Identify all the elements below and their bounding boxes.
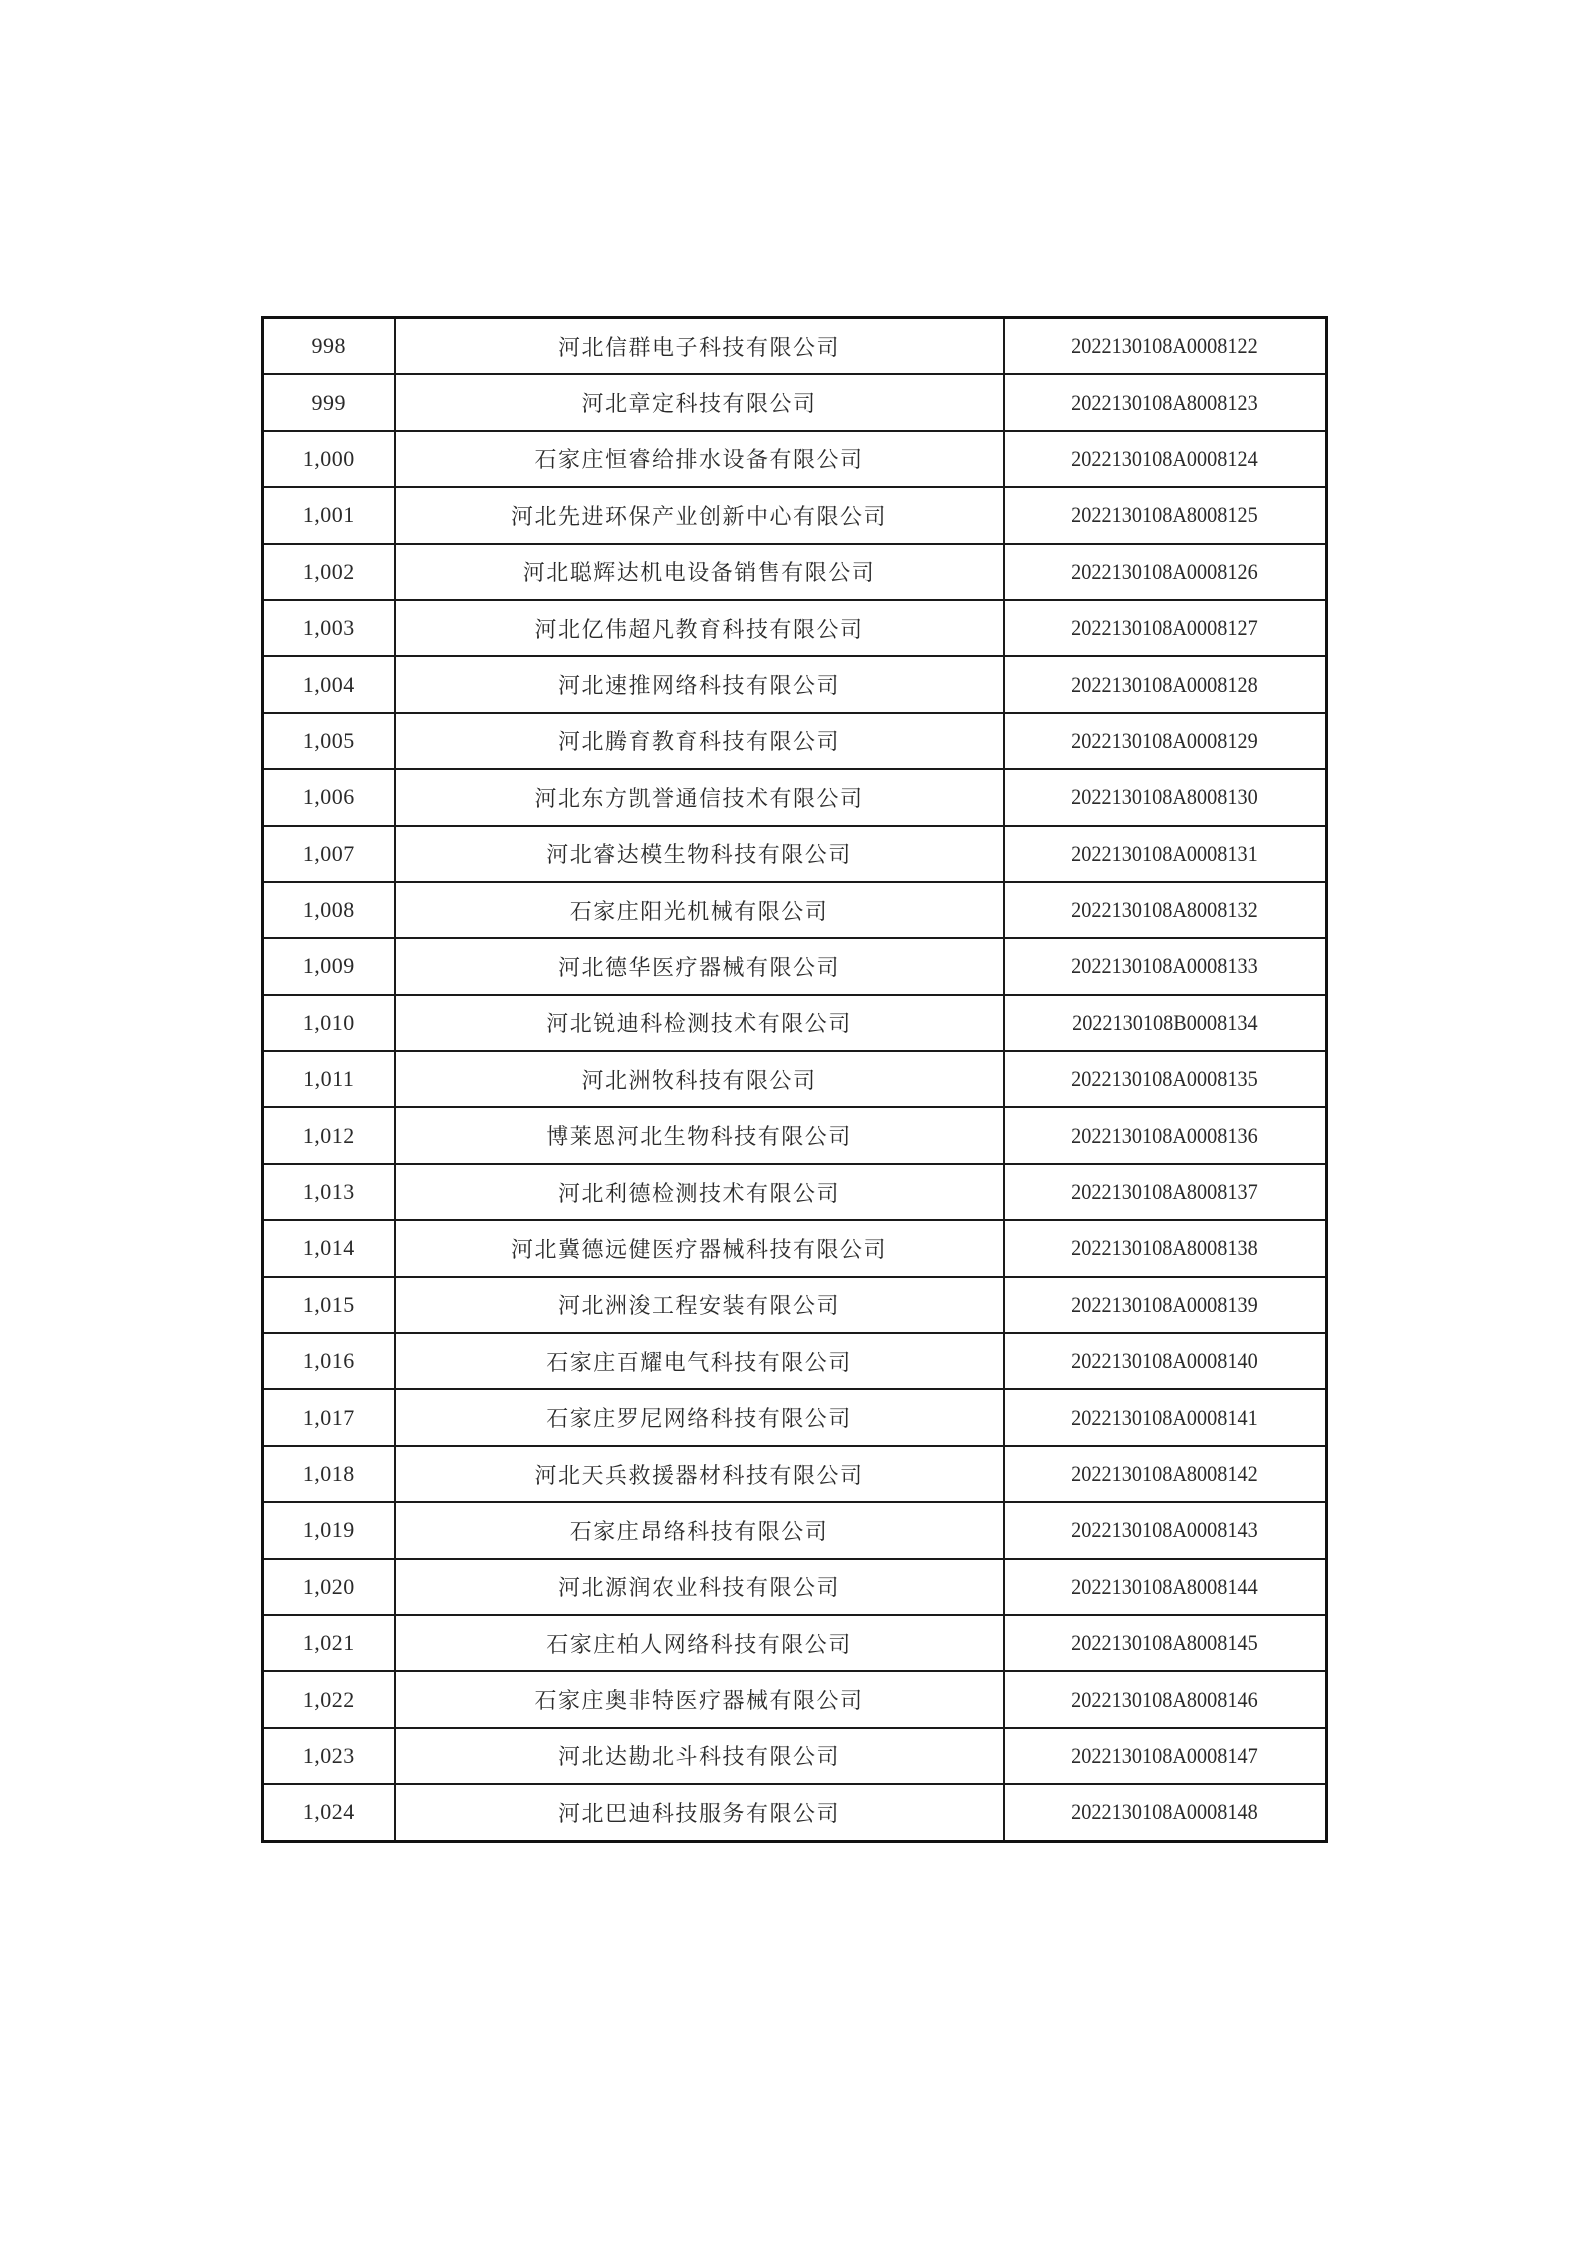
table-row [263,600,1327,656]
company-name-cell: 博莱恩河北生物科技有限公司 [395,1107,1004,1163]
company-name-cell: 河北先进环保产业创新中心有限公司 [395,487,1004,543]
company-name-cell: 石家庄阳光机械有限公司 [395,882,1004,938]
registration-code-cell [1004,1784,1327,1841]
row-number-cell: 1,021 [263,1615,395,1671]
registration-code-cell [1004,1615,1327,1671]
registration-code-cell [1004,1164,1327,1220]
registration-code-text: 2022130108A0008127 [1071,615,1259,641]
company-name-cell: 河北洲牧科技有限公司 [395,1051,1004,1107]
row-number-cell: 1,019 [263,1502,395,1558]
company-registry-table [261,316,1328,1843]
row-number-cell: 1,013 [263,1164,395,1220]
registration-code-cell [1004,1446,1327,1502]
row-number-cell: 1,017 [263,1389,395,1445]
row-number-cell: 1,015 [263,1277,395,1333]
company-name-cell: 河北巴迪科技服务有限公司 [395,1784,1004,1841]
registration-code-text: 2022130108A8008146 [1071,1686,1259,1712]
company-name-cell: 河北速推网络科技有限公司 [395,656,1004,712]
company-name-cell: 河北睿达模生物科技有限公司 [395,826,1004,882]
registration-code-cell [1004,1277,1327,1333]
registration-code-text: 2022130108A0008128 [1071,671,1259,697]
row-number-cell: 1,020 [263,1559,395,1615]
registration-code-cell [1004,318,1327,375]
registration-code-text: 2022130108A0008122 [1071,333,1259,359]
table-row [263,487,1327,543]
company-name-cell: 河北源润农业科技有限公司 [395,1559,1004,1615]
registration-code-text: 2022130108A8008123 [1071,389,1259,415]
company-name-cell: 河北信群电子科技有限公司 [395,318,1004,375]
registration-code-text: 2022130108A8008142 [1071,1461,1259,1486]
row-number-cell: 1,004 [263,656,395,712]
registration-code-cell [1004,769,1327,825]
row-number-cell: 1,007 [263,826,395,882]
table-row [263,431,1327,487]
table-row [263,938,1327,994]
row-number-cell: 1,001 [263,487,395,543]
registration-code-text: 2022130108A0008143 [1071,1517,1259,1543]
table-row [263,1051,1327,1107]
registration-code-text: 2022130108A0008135 [1071,1066,1259,1092]
registration-code-cell [1004,882,1327,938]
table-row [263,1107,1327,1163]
row-number-cell: 1,002 [263,544,395,600]
registration-code-text: 2022130108A0008147 [1071,1742,1259,1768]
company-name-cell: 石家庄奥非特医疗器械有限公司 [395,1671,1004,1727]
table-row [263,1728,1327,1784]
company-name-cell: 河北锐迪科检测技术有限公司 [395,995,1004,1051]
table-body [263,318,1327,1842]
table-row [263,1615,1327,1671]
registration-code-text: 2022130108A8008144 [1071,1573,1259,1599]
table-row [263,1389,1327,1445]
table-row [263,1502,1327,1558]
registration-code-cell [1004,826,1327,882]
company-name-cell: 河北章定科技有限公司 [395,374,1004,430]
registration-code-cell [1004,1502,1327,1558]
row-number-cell: 1,011 [263,1051,395,1107]
table-row [263,1277,1327,1333]
table-row [263,374,1327,430]
table-row [263,826,1327,882]
registration-code-text: 2022130108A8008137 [1071,1179,1259,1205]
registration-code-cell [1004,1671,1327,1727]
company-name-cell: 河北德华医疗器械有限公司 [395,938,1004,994]
registration-code-cell [1004,713,1327,769]
table-row [263,769,1327,825]
row-number-cell: 1,022 [263,1671,395,1727]
company-name-cell: 石家庄昂络科技有限公司 [395,1502,1004,1558]
registration-code-cell [1004,1389,1327,1445]
registration-code-text: 2022130108A0008124 [1071,445,1259,471]
table-row [263,882,1327,938]
registration-code-cell [1004,1728,1327,1784]
registration-code-text: 2022130108B0008134 [1071,1009,1258,1035]
registration-code-text: 2022130108A8008125 [1071,502,1259,528]
company-name-cell: 河北东方凯誉通信技术有限公司 [395,769,1004,825]
row-number-cell: 998 [263,318,395,375]
company-name-cell: 河北达勘北斗科技有限公司 [395,1728,1004,1784]
row-number-cell: 1,003 [263,600,395,656]
registration-code-text: 2022130108A0008126 [1071,558,1259,584]
row-number-cell: 1,016 [263,1333,395,1389]
registration-code-text: 2022130108A0008131 [1071,840,1259,866]
registration-code-cell [1004,656,1327,712]
registration-code-text: 2022130108A0008140 [1071,1348,1259,1374]
company-name-cell: 河北天兵救援器材科技有限公司 [395,1446,1004,1502]
row-number-cell: 1,006 [263,769,395,825]
registration-code-text: 2022130108A0008141 [1071,1404,1259,1430]
registration-code-cell [1004,1107,1327,1163]
registration-code-cell [1004,431,1327,487]
table-row [263,713,1327,769]
registration-code-text: 2022130108A0008129 [1071,727,1259,753]
company-name-cell: 河北亿伟超凡教育科技有限公司 [395,600,1004,656]
row-number-cell: 1,024 [263,1784,395,1841]
row-number-cell: 1,010 [263,995,395,1051]
table-row [263,1559,1327,1615]
registration-code-cell [1004,1333,1327,1389]
company-name-cell: 河北冀德远健医疗器械科技有限公司 [395,1220,1004,1276]
row-number-cell: 1,014 [263,1220,395,1276]
company-name-cell: 河北利德检测技术有限公司 [395,1164,1004,1220]
table-row [263,1446,1327,1502]
table-row [263,318,1327,375]
registration-code-cell [1004,600,1327,656]
row-number-cell: 1,000 [263,431,395,487]
table-row [263,1164,1327,1220]
registration-code-text: 2022130108A8008130 [1071,784,1259,810]
company-name-cell: 河北聪辉达机电设备销售有限公司 [395,544,1004,600]
registration-code-cell [1004,1051,1327,1107]
table-row [263,1333,1327,1389]
row-number-cell: 1,023 [263,1728,395,1784]
company-name-cell: 河北腾育教育科技有限公司 [395,713,1004,769]
table-row [263,1784,1327,1841]
registration-code-cell [1004,1559,1327,1615]
company-name-cell: 石家庄罗尼网络科技有限公司 [395,1389,1004,1445]
registration-code-cell [1004,938,1327,994]
table-row [263,1671,1327,1727]
registration-code-text: 2022130108A8008145 [1071,1630,1259,1656]
registration-code-cell [1004,1220,1327,1276]
table-row [263,656,1327,712]
row-number-cell: 1,012 [263,1107,395,1163]
registration-code-cell [1004,487,1327,543]
registration-code-cell [1004,374,1327,430]
registration-code-text: 2022130108A8008138 [1071,1235,1259,1261]
company-name-cell: 石家庄柏人网络科技有限公司 [395,1615,1004,1671]
registration-code-text: 2022130108A0008139 [1071,1291,1259,1317]
row-number-cell: 1,009 [263,938,395,994]
registration-code-text: 2022130108A0008133 [1071,953,1259,979]
registration-code-cell [1004,544,1327,600]
table-row [263,1220,1327,1276]
table-row [263,995,1327,1051]
row-number-cell: 1,008 [263,882,395,938]
row-number-cell: 1,005 [263,713,395,769]
row-number-cell: 1,018 [263,1446,395,1502]
company-name-cell: 石家庄百耀电气科技有限公司 [395,1333,1004,1389]
table-row [263,544,1327,600]
company-name-cell: 石家庄恒睿给排水设备有限公司 [395,431,1004,487]
registration-code-cell [1004,995,1327,1051]
registration-code-text: 2022130108A8008132 [1071,897,1259,923]
company-name-cell: 河北洲浚工程安装有限公司 [395,1277,1004,1333]
registration-code-text: 2022130108A0008148 [1071,1799,1259,1825]
row-number-cell: 999 [263,374,395,430]
registration-code-text: 2022130108A0008136 [1071,1122,1259,1148]
